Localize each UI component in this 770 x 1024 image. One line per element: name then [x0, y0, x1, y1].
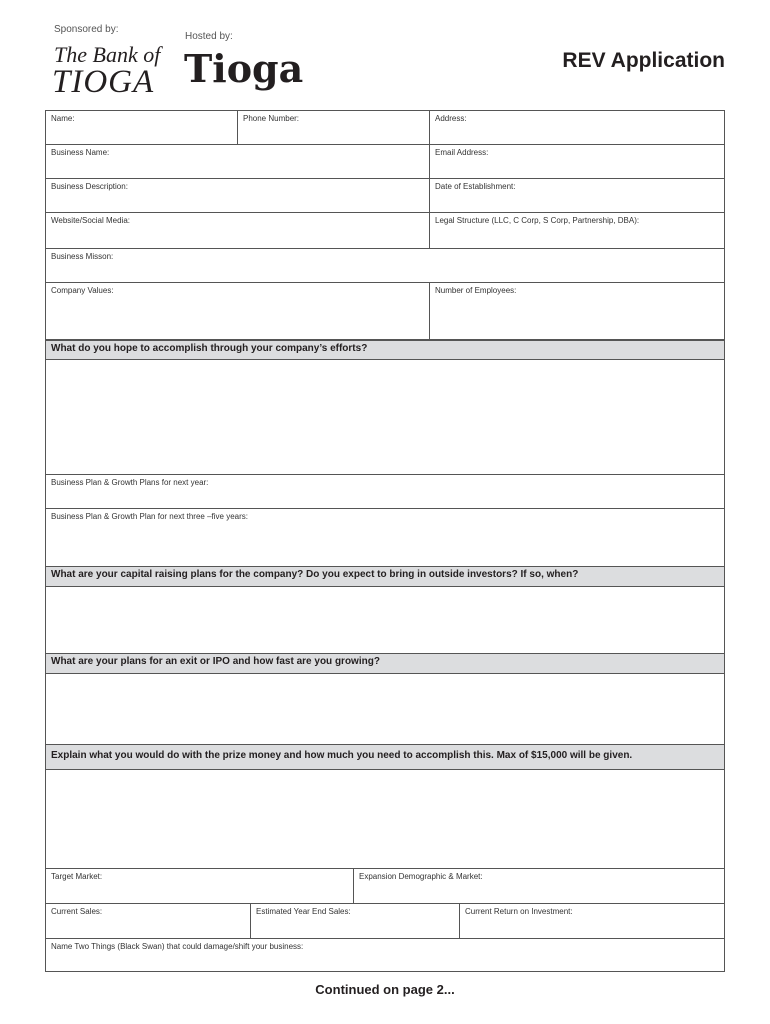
legal-structure-label: Legal Structure (LLC, C Corp, S Corp, Partnership, DBA): — [435, 216, 640, 225]
company-values-field[interactable] — [45, 282, 430, 340]
return-investment-label: Current Return on Investment: — [465, 907, 573, 916]
accomplish-heading: What do you hope to accomplish through your company’s efforts? — [45, 340, 725, 360]
address-field[interactable] — [429, 110, 725, 145]
accomplish-answer-area[interactable] — [45, 359, 725, 475]
tioga-logo-text: Tioga — [184, 46, 304, 91]
current-sales-label: Current Sales: — [51, 907, 103, 916]
current-sales-field[interactable] — [45, 903, 251, 939]
phone-field[interactable] — [237, 110, 430, 145]
sponsored-by-label: Sponsored by: — [54, 24, 119, 35]
mission-label: Business Misson: — [51, 252, 114, 261]
business-description-field[interactable] — [45, 178, 430, 213]
email-field[interactable] — [429, 144, 725, 179]
continued-note: Continued on page 2... — [315, 982, 455, 997]
legal-structure-field[interactable] — [429, 212, 725, 249]
capital-answer-area[interactable] — [45, 586, 725, 654]
business-name-field[interactable] — [45, 144, 430, 179]
target-market-label: Target Market: — [51, 872, 103, 881]
prize-answer-area[interactable] — [45, 769, 725, 869]
exit-answer-area[interactable] — [45, 673, 725, 745]
address-label: Address: — [435, 114, 467, 123]
email-label: Email Address: — [435, 148, 489, 157]
return-investment-field[interactable] — [459, 903, 725, 939]
bank-logo-line2: TIOGA — [52, 64, 155, 100]
plan-next-year-field[interactable] — [45, 474, 725, 509]
website-field[interactable] — [45, 212, 430, 249]
expansion-field[interactable] — [353, 868, 725, 904]
employees-field[interactable] — [429, 282, 725, 340]
date-established-label: Date of Establishment: — [435, 182, 516, 191]
website-label: Website/Social Media: — [51, 216, 130, 225]
exit-heading: What are your plans for an exit or IPO and how fast are you growing? — [45, 653, 725, 674]
expansion-label: Expansion Demographic & Market: — [359, 872, 483, 881]
target-market-field[interactable] — [45, 868, 354, 904]
hosted-by-label: Hosted by: — [185, 31, 233, 42]
plan-next-year-label: Business Plan & Growth Plans for next year: — [51, 478, 209, 487]
bank-of-tioga-logo — [52, 40, 177, 104]
prize-heading: Explain what you would do with the prize money and how much you need to accomplish this. Max of $15,000 will be given. — [45, 744, 725, 770]
black-swan-label: Name Two Things (Black Swan) that could damage/shift your business: — [51, 942, 304, 951]
tioga-host-logo — [184, 46, 304, 96]
plan-three-five-field[interactable] — [45, 508, 725, 567]
company-values-label: Company Values: — [51, 286, 114, 295]
name-label: Name: — [51, 114, 75, 123]
business-description-label: Business Description: — [51, 182, 128, 191]
year-end-sales-label: Estimated Year End Sales: — [256, 907, 351, 916]
black-swan-field[interactable] — [45, 938, 725, 972]
bank-logo-line1: The Bank of — [54, 42, 161, 67]
plan-three-five-label: Business Plan & Growth Plan for next three –five years: — [51, 512, 248, 521]
mission-field[interactable] — [45, 248, 725, 283]
phone-label: Phone Number: — [243, 114, 300, 123]
page-title: REV Application — [562, 49, 725, 72]
business-name-label: Business Name: — [51, 148, 110, 157]
date-established-field[interactable] — [429, 178, 725, 213]
capital-heading: What are your capital raising plans for the company? Do you expect to bring in outside investors? If so, when? — [45, 566, 725, 587]
employees-label: Number of Employees: — [435, 286, 517, 295]
year-end-sales-field[interactable] — [250, 903, 460, 939]
name-field[interactable] — [45, 110, 238, 145]
